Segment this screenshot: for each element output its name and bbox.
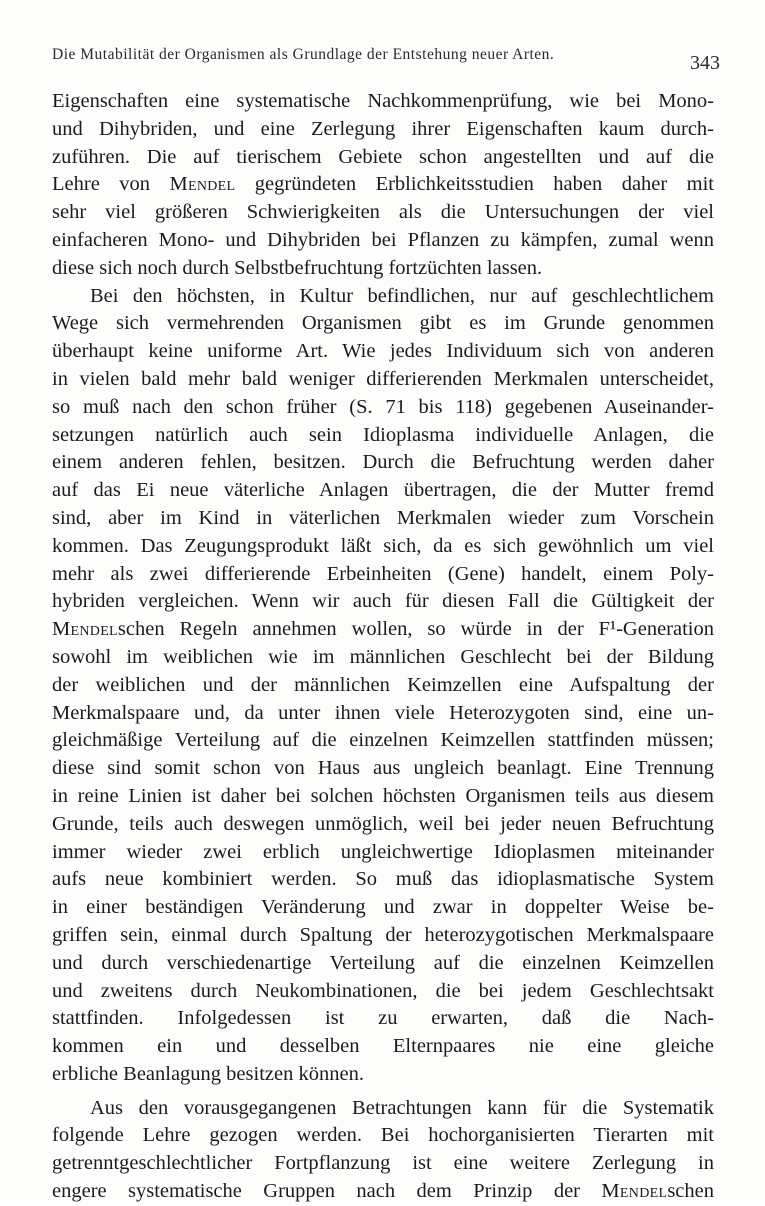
text-line: Aus den vorausgegangenen Betrachtungen kann für die Systematik [90,1096,714,1119]
text-line: diese sich noch durch Selbstbefruchtung fortzüchten lassen. [52,256,543,279]
running-head-title: Die Mutabilität der Organismen als Grundlage der Entstehung neuer Arten. [52,46,555,63]
text-line: auf das Ei neue väterliche Anlagen übertragen, die der Mutter fremd [52,479,714,502]
text-line: gleichmäßige Verteilung auf die einzelnen Keimzellen stattfinden müssen; [52,729,714,752]
text-line: sowohl im weiblichen wie im männlichen Geschlecht bei der Bildung [52,645,714,668]
text-line: aufs neue kombiniert werden. So muß das idioplasmatische System [52,868,714,891]
text-line: in vielen bald mehr bald weniger differierenden Merkmalen unterscheidet, [52,367,714,390]
text-line: getrenntgeschlechtlicher Fortpflanzung ist eine weitere Zerlegung in [52,1152,714,1175]
text-line: Grunde, teils auch deswegen unmöglich, weil bei jeder neuen Befruchtung [52,812,714,835]
paragraph [52,283,714,1089]
text-line: sind, aber im Kind in väterlichen Merkmalen wieder zum Vorschein [52,506,714,529]
text-line: Bei den höchsten, in Kultur befindlichen, nur auf geschlechtlichem [90,284,714,307]
text-line: einem anderen fehlen, besitzen. Durch die Befruchtung werden daher [52,451,714,474]
text-line: so muß nach den schon früher (S. 71 bis 118) gegebenen Auseinander- [52,395,714,418]
text-line: stattfinden. Infolgedessen ist zu erwarten, daß die Nach- [52,1007,714,1030]
text-line: kommen. Das Zeugungsprodukt läßt sich, da es sich gewöhnlich um viel [52,534,714,557]
body-text [52,88,714,1206]
text-line: engere systematische Gruppen nach dem Prinzip der Mendelschen [52,1180,714,1203]
text-line: folgende Lehre gezogen werden. Bei hochorganisierten Tierarten mit [52,1124,714,1147]
author-name-smallcaps: Mendel [52,618,118,641]
text-line: Eigenschaften eine systematische Nachkommenprüfung, wie bei Mono- [52,90,714,112]
paragraph [52,1095,714,1206]
text-line: immer wieder zwei erblich ungleichwertige Idioplasmen miteinander [52,840,714,863]
text-line: und durch verschiedenartige Verteilung auf die einzelnen Keimzellen [52,951,714,974]
text-line: und zweitens durch Neukombinationen, die bei jedem Geschlechtsakt [52,979,714,1002]
text-line: zuführen. Die auf tierischem Gebiete schon angestellten und auf die [52,145,714,168]
text-line: kommen ein und desselben Elternpaares nie eine gleiche [52,1035,714,1058]
author-name-smallcaps: Mendel [169,173,236,196]
text-line: erbliche Beanlagung besitzen können. [52,1062,364,1085]
text-line: der weiblichen und der männlichen Keimzellen eine Aufspaltung der [52,673,714,696]
text-line: einfacheren Mono- und Dihybriden bei Pflanzen zu kämpfen, zumal wenn [52,228,714,251]
text-line: mehr als zwei differierende Erbeinheiten (Gene) handelt, einem Poly- [52,562,714,585]
text-line: hybriden vergleichen. Wenn wir auch für diesen Fall die Gültigkeit der [52,590,714,613]
text-line: und Dihybriden, und eine Zerlegung ihrer Eigenschaften kaum durch- [52,117,714,140]
author-name-smallcaps: Mendel [601,1180,668,1203]
text-line: Wege sich vermehrenden Organismen gibt es im Grunde genommen [52,312,714,335]
text-line: Merkmalspaare und, da unter ihnen viele Heterozygoten sind, eine un- [52,701,714,724]
text-line: Mendelschen Regeln annehmen wollen, so würde in der F¹-Generation [52,618,714,641]
text-line: diese sind somit schon von Haus aus ungleich beanlagt. Eine Trennung [52,757,714,780]
text-line: sehr viel größeren Schwierigkeiten als die Untersuchungen der viel [52,201,714,224]
text-line: überhaupt keine uniforme Art. Wie jedes Individuum sich von anderen [52,340,714,363]
text-line: Lehre von Mendel gegründeten Erblichkeitsstudien haben daher mit [52,173,715,196]
page-number: 343 [690,52,720,74]
text-line: setzungen natürlich auch sein Idioplasma individuelle Anlagen, die [52,423,714,446]
text-line: in reine Linien ist daher bei solchen höchsten Organismen teils aus diesem [52,784,714,807]
text-line: in einer beständigen Veränderung und zwar in doppelter Weise be- [52,896,714,919]
paragraph [52,88,714,283]
text-line: griffen sein, einmal durch Spaltung der heterozygotischen Merkmalspaare [52,923,714,946]
